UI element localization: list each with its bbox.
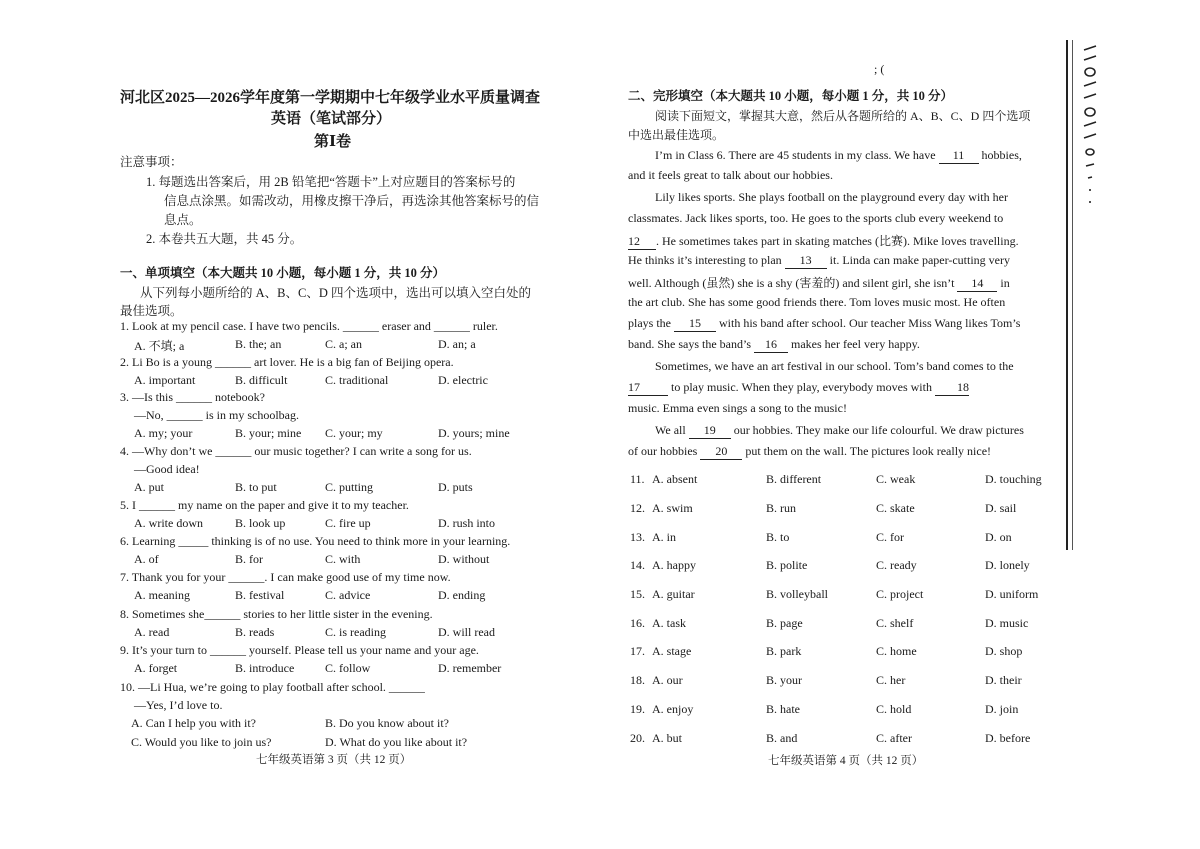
cloze-18-option-c: C. her: [876, 673, 906, 687]
cloze-20-option-d: D. before: [985, 731, 1031, 745]
volume-label: 第Ⅰ卷: [314, 134, 352, 150]
question-2-option-a: A. important: [134, 373, 196, 387]
question-2-stem: 2. Li Bo is a young ______ art lover. He is a big fan of Beijing opera.: [120, 355, 454, 369]
blank-16: 16: [754, 337, 788, 353]
section2-instruction-line-1: 阅读下面短文，掌握其大意，然后从各题所给的 A、B、C、D 四个选项: [655, 109, 1031, 123]
question-5-stem: 5. I ______ my name on the paper and give it to my teacher.: [120, 498, 409, 512]
cloze-11-option-b: B. different: [766, 472, 822, 486]
passage-text: with his band after school. Our teacher Miss Wang likes Tom’s: [719, 316, 1021, 330]
cloze-11-option-a: A. absent: [652, 472, 698, 486]
cloze-15-option-a: A. guitar: [652, 587, 695, 601]
question-10-stem: 10. —Li Hua, we’re going to play football after school. ______: [120, 680, 425, 694]
note-1-line-3: 息点。: [164, 213, 202, 227]
question-8-option-c: C. is reading: [325, 625, 386, 639]
cloze-19-option-b: B. hate: [766, 702, 800, 716]
cloze-12-number: 12.: [630, 501, 645, 515]
question-5-option-b: B. look up: [235, 516, 286, 530]
passage-text: . He sometimes takes part in skating matches (比赛). Mike loves travelling.: [656, 234, 1019, 248]
passage-text: plays the: [628, 316, 671, 330]
cloze-13-option-b: B. to: [766, 530, 790, 544]
passage-text: band. She says the band’s: [628, 337, 751, 351]
cloze-13-number: 13.: [630, 530, 645, 544]
cloze-14-option-b: B. polite: [766, 558, 808, 572]
blank-20: 20: [700, 444, 742, 460]
cloze-12-option-d: D. sail: [985, 501, 1017, 515]
question-10-option-c: C. Would you like to join us?: [131, 735, 272, 749]
cloze-19-option-d: D. join: [985, 702, 1019, 716]
question-3-option-c: C. your; my: [325, 426, 383, 440]
question-9-stem: 9. It’s your turn to ______ yourself. Please tell us your name and your age.: [120, 643, 479, 657]
cloze-14-option-c: C. ready: [876, 558, 917, 572]
question-8-option-d: D. will read: [438, 625, 495, 639]
cloze-17-option-d: D. shop: [985, 644, 1023, 658]
passage-line: Sometimes, we have an art festival in our school. Tom’s band comes to the: [655, 359, 1014, 373]
question-7-stem: 7. Thank you for your ______. I can make good use of my time now.: [120, 570, 451, 584]
cloze-20-option-c: C. after: [876, 731, 912, 745]
passage-line: [628, 337, 920, 353]
passage-line: [628, 444, 991, 460]
passage-text: hobbies,: [981, 148, 1022, 162]
blank-19: 19: [689, 423, 731, 439]
passage-line: [628, 316, 1020, 332]
exam-title: 河北区2025—2026学年度第一学期期中七年级学业水平质量调查: [120, 90, 541, 106]
passage-line: the art club. She has some good friends there. Tom loves music most. He often: [628, 295, 1006, 309]
cloze-16-option-d: D. music: [985, 616, 1029, 630]
exam-subtitle: 英语（笔试部分）: [271, 111, 392, 127]
question-7-option-b: B. festival: [235, 588, 285, 602]
passage-line: [628, 253, 1010, 269]
cloze-17-option-c: C. home: [876, 644, 917, 658]
question-7-option-c: C. advice: [325, 588, 371, 602]
right-page: [600, 0, 1200, 849]
cloze-15-number: 15.: [630, 587, 645, 601]
question-8-stem: 8. Sometimes she______ stories to her little sister in the evening.: [120, 607, 433, 621]
note-1-line-1: 1. 每题选出答案后，用 2B 铅笔把“答题卡”上对应题目的答案标号的: [146, 175, 516, 189]
question-2-option-d: D. electric: [438, 373, 488, 387]
question-6-option-c: C. with: [325, 552, 361, 566]
cloze-12-option-b: B. run: [766, 501, 796, 515]
question-9-option-d: D. remember: [438, 661, 502, 675]
blank-12: 12: [628, 234, 656, 250]
cloze-19-option-a: A. enjoy: [652, 702, 694, 716]
notes-heading: 注意事项：: [120, 155, 183, 169]
question-8-option-a: A. read: [134, 625, 170, 639]
question-10-option-b: B. Do you know about it?: [325, 716, 449, 730]
passage-text: He thinks it’s interesting to plan: [628, 253, 782, 267]
passage-line: music. Emma even sings a song to the music!: [628, 401, 847, 415]
passage-text: to play music. When they play, everybody moves with: [671, 380, 932, 394]
passage-text: put them on the wall. The pictures look really nice!: [745, 444, 992, 458]
cloze-16-option-a: A. task: [652, 616, 686, 630]
cloze-16-option-c: C. shelf: [876, 616, 914, 630]
cloze-17-number: 17.: [630, 644, 645, 658]
question-1-option-d: D. an; a: [438, 337, 476, 351]
cloze-13-option-c: C. for: [876, 530, 904, 544]
passage-line: [655, 423, 1024, 439]
question-8-option-b: B. reads: [235, 625, 275, 639]
passage-line: classmates. Jack likes sports, too. He goes to the sports club every weekend to: [628, 211, 1004, 225]
right-page-footer: 七年级英语第 4 页（共 12 页）: [768, 755, 924, 767]
section1-instruction-line-1: 从下列每小题所给的 A、B、C、D 四个选项中，选出可以填入空白处的: [140, 286, 531, 300]
binding-line: [1066, 40, 1068, 550]
question-9-option-a: A. forget: [134, 661, 178, 675]
question-4-option-a: A. put: [134, 480, 164, 494]
passage-line: [628, 380, 969, 396]
question-5-option-c: C. fire up: [325, 516, 371, 530]
cloze-12-option-a: A. swim: [652, 501, 693, 515]
cloze-20-option-a: A. but: [652, 731, 682, 745]
blank-15: 15: [674, 316, 716, 332]
passage-text: in: [1000, 276, 1010, 290]
cloze-11-option-c: C. weak: [876, 472, 916, 486]
blank-17: 17: [628, 380, 668, 396]
question-4-stem: 4. —Why don’t we ______ our music together? I can write a song for us.: [120, 444, 472, 458]
stray-mark: ; (: [874, 62, 885, 76]
question-7-option-d: D. ending: [438, 588, 486, 602]
cloze-13-option-a: A. in: [652, 530, 676, 544]
passage-line: and it feels great to talk about our hobbies.: [628, 168, 833, 182]
question-7-option-a: A. meaning: [134, 588, 190, 602]
cloze-11-number: 11.: [630, 472, 645, 486]
section2-instruction-line-2: 中选出最佳选项。: [628, 128, 725, 142]
passage-text: well. Although (虽然) she is a shy (害羞的) and silent girl, she isn’t: [628, 276, 955, 290]
passage-text: it. Linda can make paper-cutting very: [829, 253, 1011, 267]
question-6-stem: 6. Learning _____ thinking is of no use. You need to think more in your learning.: [120, 534, 511, 548]
question-9-option-c: C. follow: [325, 661, 371, 675]
passage-line: Lily likes sports. She plays football on the playground every day with her: [655, 190, 1008, 204]
cloze-14-option-d: D. lonely: [985, 558, 1030, 572]
question-10-stem-2: —Yes, I’d love to.: [134, 698, 223, 712]
question-3-stem-2: —No, ______ is in my schoolbag.: [134, 408, 299, 422]
cloze-18-option-a: A. our: [652, 673, 683, 687]
blank-11: 11: [939, 148, 979, 164]
blank-18: 18: [935, 380, 969, 396]
cloze-16-option-b: B. page: [766, 616, 803, 630]
note-2: 2. 本卷共五大题，共 45 分。: [146, 232, 303, 246]
left-page-footer: 七年级英语第 3 页（共 12 页）: [256, 754, 412, 766]
question-1-option-a: A. 不填; a: [134, 339, 185, 353]
question-1-stem: 1. Look at my pencil case. I have two pencils. ______ eraser and ______ ruler.: [120, 319, 498, 333]
question-4-option-b: B. to put: [235, 480, 277, 494]
passage-text: our hobbies. They make our life colourful. We draw pictures: [733, 423, 1024, 437]
cloze-19-option-c: C. hold: [876, 702, 912, 716]
passage-text: I’m in Class 6. There are 45 students in my class. We have: [655, 148, 936, 162]
passage-text: makes her feel very happy.: [790, 337, 920, 351]
question-6-option-d: D. without: [438, 552, 490, 566]
question-4-stem-2: —Good idea!: [134, 462, 200, 476]
question-3-option-d: D. yours; mine: [438, 426, 510, 440]
question-4-option-d: D. puts: [438, 480, 473, 494]
cloze-18-number: 18.: [630, 673, 645, 687]
passage-text: We all: [655, 423, 686, 437]
cloze-16-number: 16.: [630, 616, 645, 630]
cloze-20-option-b: B. and: [766, 731, 798, 745]
note-1-line-2: 信息点涂黑。如需改动，用橡皮擦干净后，再选涂其他答案标号的信: [164, 194, 540, 208]
cloze-14-number: 14.: [630, 558, 645, 572]
passage-line: [628, 232, 1019, 250]
cloze-19-number: 19.: [630, 702, 645, 716]
cloze-18-option-d: D. their: [985, 673, 1022, 687]
cloze-15-option-c: C. project: [876, 587, 924, 601]
cloze-12-option-c: C. skate: [876, 501, 915, 515]
section2-heading: 二、完形填空（本大题共 10 小题，每小题 1 分，共 10 分）: [628, 89, 954, 103]
passage-text: of our hobbies: [628, 444, 698, 458]
cloze-15-option-b: B. volleyball: [766, 587, 828, 601]
question-9-option-b: B. introduce: [235, 661, 295, 675]
cloze-20-number: 20.: [630, 731, 645, 745]
section1-instruction-line-2: 最佳选项。: [120, 304, 183, 318]
blank-14: 14: [957, 276, 997, 292]
binding-line-inner: [1072, 40, 1073, 550]
question-5-option-a: A. write down: [134, 516, 203, 530]
question-3-option-a: A. my; your: [134, 426, 193, 440]
cloze-13-option-d: D. on: [985, 530, 1012, 544]
passage-line: [628, 274, 1010, 292]
blank-13: 13: [785, 253, 827, 269]
question-1-option-b: B. the; an: [235, 337, 282, 351]
question-3-option-b: B. your; mine: [235, 426, 302, 440]
binding-edge-marks: [1080, 44, 1104, 214]
cloze-11-option-d: D. touching: [985, 472, 1042, 486]
cloze-17-option-b: B. park: [766, 644, 802, 658]
question-1-option-c: C. a; an: [325, 337, 362, 351]
passage-line: [655, 148, 1022, 164]
question-5-option-d: D. rush into: [438, 516, 495, 530]
question-2-option-c: C. traditional: [325, 373, 389, 387]
question-6-option-a: A. of: [134, 552, 159, 566]
question-10-option-d: D. What do you like about it?: [325, 735, 468, 749]
cloze-17-option-a: A. stage: [652, 644, 692, 658]
cloze-15-option-d: D. uniform: [985, 587, 1039, 601]
question-3-stem: 3. —Is this ______ notebook?: [120, 390, 265, 404]
cloze-14-option-a: A. happy: [652, 558, 696, 572]
cloze-18-option-b: B. your: [766, 673, 802, 687]
section1-heading: 一、单项填空（本大题共 10 小题，每小题 1 分，共 10 分）: [120, 266, 446, 280]
question-4-option-c: C. putting: [325, 480, 374, 494]
question-6-option-b: B. for: [235, 552, 263, 566]
question-2-option-b: B. difficult: [235, 373, 288, 387]
question-10-option-a: A. Can I help you with it?: [131, 716, 256, 730]
